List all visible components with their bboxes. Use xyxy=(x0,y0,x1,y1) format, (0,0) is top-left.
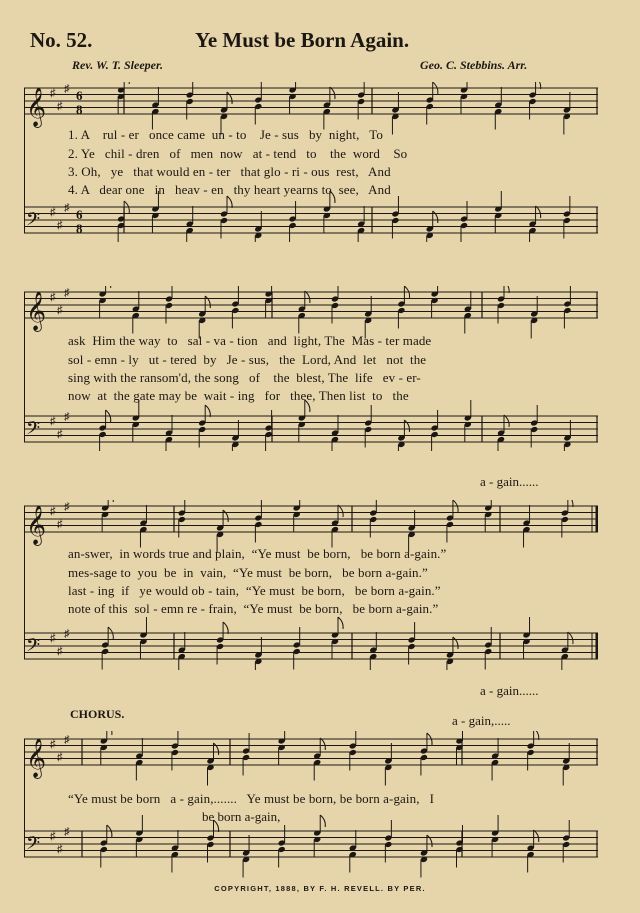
upper-voice-word: a - gain,..... xyxy=(452,713,511,728)
lyric-line: 2. Ye chil - dren of men now at - tend to the word So xyxy=(68,146,408,161)
under-line-text: be born a-gain, xyxy=(202,809,281,824)
hymn-number: No. 52. xyxy=(30,28,93,52)
svg-text:𝄞: 𝄞 xyxy=(26,505,47,545)
svg-text:𝄞: 𝄞 xyxy=(26,87,47,127)
copyright-notice: COPYRIGHT, 1888, BY F. H. REVELL. BY PER. xyxy=(214,884,426,893)
svg-text:♯: ♯ xyxy=(57,751,63,764)
svg-text:♯: ♯ xyxy=(64,287,70,299)
svg-text:8: 8 xyxy=(76,102,83,117)
svg-text:♯: ♯ xyxy=(50,505,56,518)
lyric-line: ask Him the way to sal - va - tion and light, The Mas - ter made xyxy=(68,333,432,348)
svg-text:8: 8 xyxy=(76,221,83,236)
svg-text:𝄞: 𝄞 xyxy=(26,738,47,778)
svg-text:♯: ♯ xyxy=(50,415,56,428)
svg-text:♯: ♯ xyxy=(64,202,70,214)
svg-text:♯: ♯ xyxy=(57,304,63,317)
staff-notation-2 xyxy=(24,286,598,451)
svg-text:♯: ♯ xyxy=(50,830,56,843)
svg-text:♯: ♯ xyxy=(64,734,70,746)
lyric-line: now at the gate may be wait - ing for thee, Then list to the xyxy=(68,388,409,403)
staff-notation-1 xyxy=(24,82,598,242)
lyric-line: 3. Oh, ye that would en - ter that glo - ri - ous rest, And xyxy=(68,164,391,179)
svg-text:♯: ♯ xyxy=(64,83,70,95)
svg-text:♯: ♯ xyxy=(57,843,63,856)
lyric-line: sing with the ransom'd, the song of the blest, The life ev - er- xyxy=(68,370,421,385)
svg-text:♯: ♯ xyxy=(64,826,70,838)
lyric-line: 1. A rul - er once came un - to Je - sus by night, To xyxy=(68,127,383,142)
upper-voice-word: a - gain...... xyxy=(480,474,539,489)
svg-text:♯: ♯ xyxy=(57,219,63,232)
svg-text:𝄞: 𝄞 xyxy=(26,291,47,331)
lyric-line: 4. A dear one in heav - en thy heart yearns to see, And xyxy=(68,182,391,197)
lyric-line: mes-sage to you be in vain, “Ye must be born, be born a-gain.” xyxy=(68,565,428,580)
svg-text:𝄢: 𝄢 xyxy=(26,209,41,235)
svg-text:𝄢: 𝄢 xyxy=(26,635,41,661)
lyric-line: an-swer, in words true and plain, “Ye must be born, be born a-gain.” xyxy=(68,546,447,561)
svg-text:♯: ♯ xyxy=(57,518,63,531)
svg-text:♯: ♯ xyxy=(50,206,56,219)
svg-text:♯: ♯ xyxy=(64,411,70,423)
svg-text:𝄢: 𝄢 xyxy=(26,833,41,859)
lyric-line: sol - emn - ly ut - tered by Je - sus, the Lord, And let not the xyxy=(68,352,427,367)
lower-voice-word: a - gain...... xyxy=(480,683,539,698)
svg-text:♯: ♯ xyxy=(50,291,56,304)
svg-text:♯: ♯ xyxy=(64,501,70,513)
svg-text:♯: ♯ xyxy=(57,100,63,113)
svg-text:♯: ♯ xyxy=(50,87,56,100)
author-credit: Rev. W. T. Sleeper. xyxy=(72,58,163,72)
music-system-2 xyxy=(24,286,598,451)
lyric-line: note of this sol - emn re - frain, “Ye must be born, be born a-gain.” xyxy=(68,601,439,616)
lyric-line: last - ing if ye would ob - tain, “Ye must be born, be born a-gain.” xyxy=(68,583,441,598)
lyric-line: “Ye must be born a - gain,....... Ye must be born, be born a-gain, I xyxy=(68,791,435,806)
svg-text:6: 6 xyxy=(76,88,83,103)
svg-text:♯: ♯ xyxy=(64,628,70,640)
music-system-1 xyxy=(24,82,598,242)
chorus-label: CHORUS. xyxy=(70,707,125,721)
hymn-title: Ye Must be Born Again. xyxy=(195,28,410,52)
svg-text:♯: ♯ xyxy=(57,428,63,441)
svg-text:𝄢: 𝄢 xyxy=(26,418,41,444)
svg-text:♯: ♯ xyxy=(57,645,63,658)
svg-text:6: 6 xyxy=(76,207,83,222)
composer-credit: Geo. C. Stebbins. Arr. xyxy=(420,58,528,72)
svg-text:♯: ♯ xyxy=(50,738,56,751)
svg-text:♯: ♯ xyxy=(50,632,56,645)
